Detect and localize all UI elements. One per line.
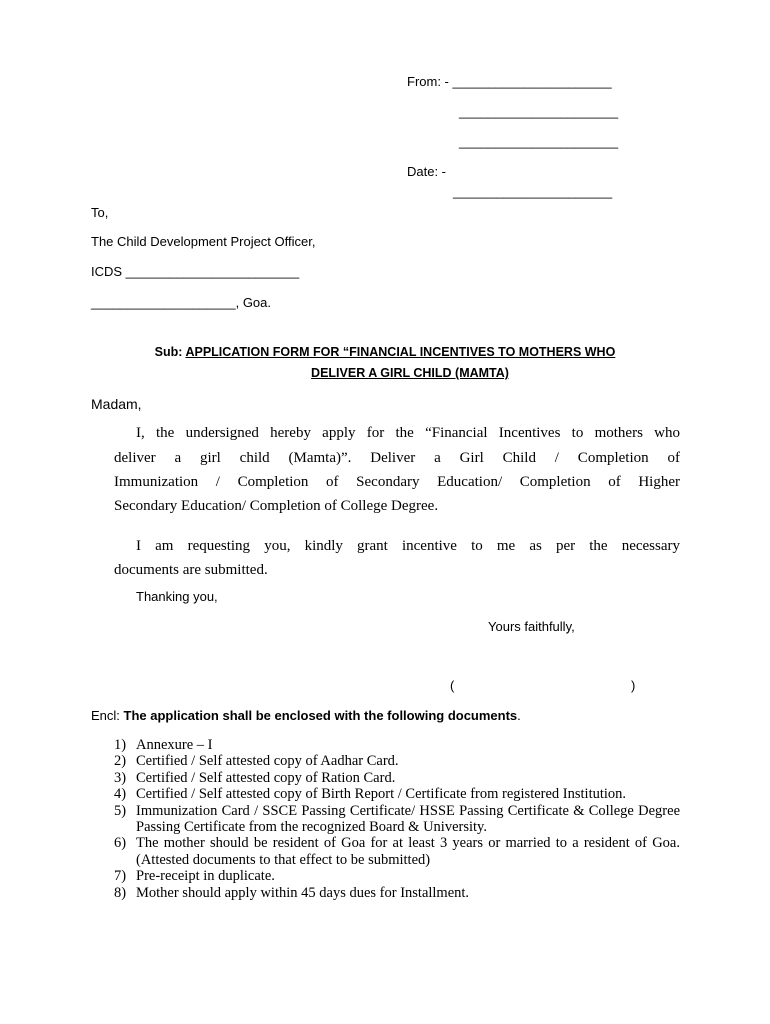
list-item-text: Pre-receipt in duplicate. (136, 868, 275, 885)
list-item (114, 885, 680, 901)
enclosure-label: Encl: (91, 708, 124, 723)
list-item-number: 7) (114, 868, 127, 885)
recipient-title: The Child Development Project Officer, (91, 234, 316, 249)
thanking-you: Thanking you, (136, 589, 218, 604)
from-label: From: - ______________________ (407, 74, 612, 89)
subject-prefix: Sub: (154, 345, 186, 359)
date-label: Date: - (407, 164, 447, 179)
greeting: Madam, (91, 396, 142, 412)
list-item-text: Immunization Card / SSCE Passing Certificate/ HSSE Passing Certificate & College Degree Passing Certificate from the recognized Board & University. (136, 802, 680, 836)
documents-list (114, 737, 680, 901)
enclosure-text: The application shall be enclosed with the following documents (123, 708, 518, 723)
list-item-text: Certified / Self attested copy of Ration Card. (136, 769, 396, 786)
para2-line-2: documents are submitted. (114, 562, 268, 578)
list-item (114, 835, 680, 868)
list-item-number: 1) (114, 737, 127, 753)
icds-line: ICDS ________________________ (91, 264, 300, 279)
list-item-text: Certified / Self attested copy of Aadhar Card. (136, 753, 399, 770)
list-item-number: 3) (114, 769, 127, 786)
list-item-number: 4) (114, 786, 127, 803)
list-item-text: Mother should apply within 45 days dues for Installment. (136, 884, 470, 901)
from-address-line-2: ______________________ (459, 104, 619, 119)
list-item (114, 770, 680, 786)
enclosure-period: . (517, 708, 521, 723)
place-line: ____________________, Goa. (91, 295, 272, 310)
list-item-text: Certified / Self attested copy of Birth Report / Certificate from registered Institution. (136, 786, 627, 803)
enclosure-heading (91, 708, 521, 723)
para1-line-4: Secondary Education/ Completion of College Degree. (114, 498, 439, 514)
list-item-number: 2) (114, 753, 127, 770)
list-item (114, 786, 680, 802)
list-item (114, 753, 680, 769)
list-item-number: 6) (114, 835, 127, 852)
list-item-number: 8) (114, 884, 127, 901)
from-address-line-3: ______________________ (459, 134, 619, 149)
para1-line-3: Immunization / Completion of Secondary Education/ Completion of Higher (114, 474, 680, 490)
list-item (114, 737, 680, 753)
list-item (114, 803, 680, 836)
list-item-number: 5) (114, 802, 127, 819)
subject-line-1 (0, 345, 770, 359)
para1-line-1: I, the undersigned hereby apply for the “Financial Incentives to mothers who (136, 425, 680, 441)
signature-close-paren: ) (631, 678, 636, 693)
para2-line-1: I am requesting you, kindly grant incentive to me as per the necessary (136, 538, 680, 554)
list-item-text: Annexure – I (136, 737, 213, 753)
subject-line-2: DELIVER A GIRL CHILD (MAMTA) (311, 366, 509, 380)
list-item (114, 868, 680, 884)
signature-open-paren: ( (450, 678, 455, 693)
to-salutation: To, (91, 205, 109, 220)
subject-text-1: APPLICATION FORM FOR “FINANCIAL INCENTIVES TO MOTHERS WHO (185, 345, 616, 359)
yours-faithfully: Yours faithfully, (488, 619, 575, 634)
list-item-text: The mother should be resident of Goa for at least 3 years or married to a resident of Goa. (Attested documents to that effect to be submitted) (136, 835, 680, 868)
date-line: ______________________ (453, 184, 613, 199)
para1-line-2: deliver a girl child (Mamta)”. Deliver a Girl Child / Completion of (114, 450, 680, 466)
